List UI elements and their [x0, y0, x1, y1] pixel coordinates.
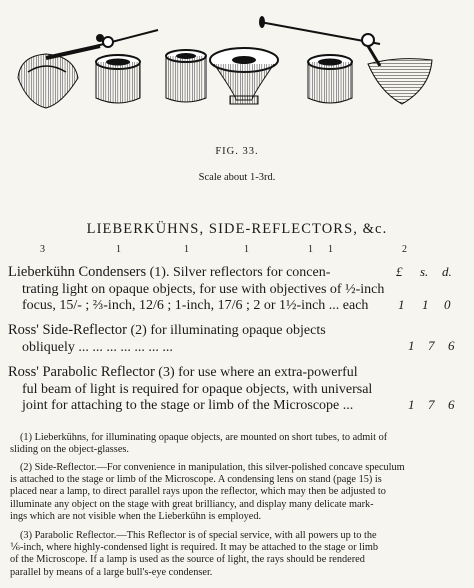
entry-line: Silver reflectors for concen- [172, 265, 331, 280]
price-pounds: 1 [398, 297, 405, 312]
scale-note: Scale about 1-3rd. [198, 172, 276, 183]
entry-line: joint for attaching to the stage or limb of the Microscope ... [22, 398, 354, 414]
figure-label-1b: 1 [184, 244, 190, 255]
price-shillings: 1 [422, 297, 429, 312]
entry-lieberkuhn-condensers [8, 264, 384, 315]
shillings-label: s. [420, 264, 429, 279]
entry-name: Lieberkühn Condensers [8, 264, 147, 280]
note-line: illuminate any object on the stage with great brilliancy, and display many delicate mark- [10, 498, 374, 510]
note-line: sliding on the object-glasses. [10, 444, 129, 456]
entry-side-reflector [8, 322, 326, 356]
note-line: of the Microscope. If a lamp is used as the source of light, the rays should be rendered [10, 554, 365, 566]
entry-number: (2) [130, 323, 147, 338]
note-line: parallel by means of a large bull's-eye condenser. [10, 566, 213, 578]
figure-label-1d: 1 [308, 244, 314, 255]
note-line: ings which are not visible when the Lieberkühn is employed. [10, 510, 262, 522]
entry-line: ful beam of light is required for opaque objects, with universal [22, 381, 373, 397]
figure-label-1c: 1 [244, 244, 250, 255]
entry-line: for illuminating opaque objects [150, 323, 326, 338]
entry-line: trating light on opaque objects, for use with objectives of ½-inch [22, 281, 385, 297]
figure-label-2: 2 [402, 244, 408, 255]
note-line: is attached to the stage or limb of the Microscope. A condensing lens on stand (page 15) is [10, 474, 382, 486]
note-line: placed near a lamp, to direct parallel rays upon the reflector, which may then be adjusted to [10, 486, 386, 498]
price-shillings: 1 [408, 338, 415, 353]
note-line: ⅙-inch, where highly-condensed light is required. It may be attached to the stage or limb [10, 542, 378, 554]
pence-label: d. [442, 264, 452, 279]
entry-number: (1). [149, 265, 170, 280]
entry-parabolic-reflector [8, 364, 372, 415]
figure-label-1a: 1 [116, 244, 122, 255]
price-pence: 0 [444, 297, 451, 312]
note-1 [10, 432, 464, 456]
price-pence: 7 [428, 397, 435, 412]
figure-label-1e: 1 [328, 244, 334, 255]
note-line: (2) Side-Reflector.—For convenience in manipulation, this silver-polished concave speculum [20, 462, 405, 473]
entry-line: obliquely ... ... ... ... ... ... ... [22, 339, 173, 355]
pounds-symbol: £ [396, 264, 403, 279]
entry-name: Ross' Side-Reflector [8, 322, 127, 338]
figure-33-engraving [0, 0, 474, 120]
figure-caption: FIG. 33. [215, 146, 259, 157]
note-line: (3) Parabolic Reflector.—This Reflector is of special service, with all powers up to the [20, 530, 377, 541]
figure-label-3: 3 [40, 244, 46, 255]
price-shillings: 1 [408, 397, 415, 412]
entry-line: focus, 15/- ; ⅔-inch, 12/6 ; 1-inch, 17/6 ; 2 or 1½-inch ... each [22, 298, 369, 314]
note-3 [10, 530, 464, 579]
condenser-small-3 [308, 55, 352, 103]
price-farthing: 6 [448, 397, 455, 412]
condenser-small-2 [166, 50, 206, 102]
condenser-large [210, 48, 278, 104]
entry-number: (3) [158, 365, 175, 380]
condenser-small-1 [96, 55, 140, 103]
entry-name: Ross' Parabolic Reflector [8, 364, 155, 380]
note-line: (1) Lieberkühns, for illuminating opaque objects, are mounted on short tubes, to admit of [20, 432, 388, 443]
note-2 [10, 462, 464, 523]
price-pence: 7 [428, 338, 435, 353]
section-title: LIEBERKÜHNS, SIDE-REFLECTORS, &c. [86, 221, 388, 237]
entry-line: for use where an extra-powerful [178, 365, 358, 380]
price-farthing: 6 [448, 338, 455, 353]
